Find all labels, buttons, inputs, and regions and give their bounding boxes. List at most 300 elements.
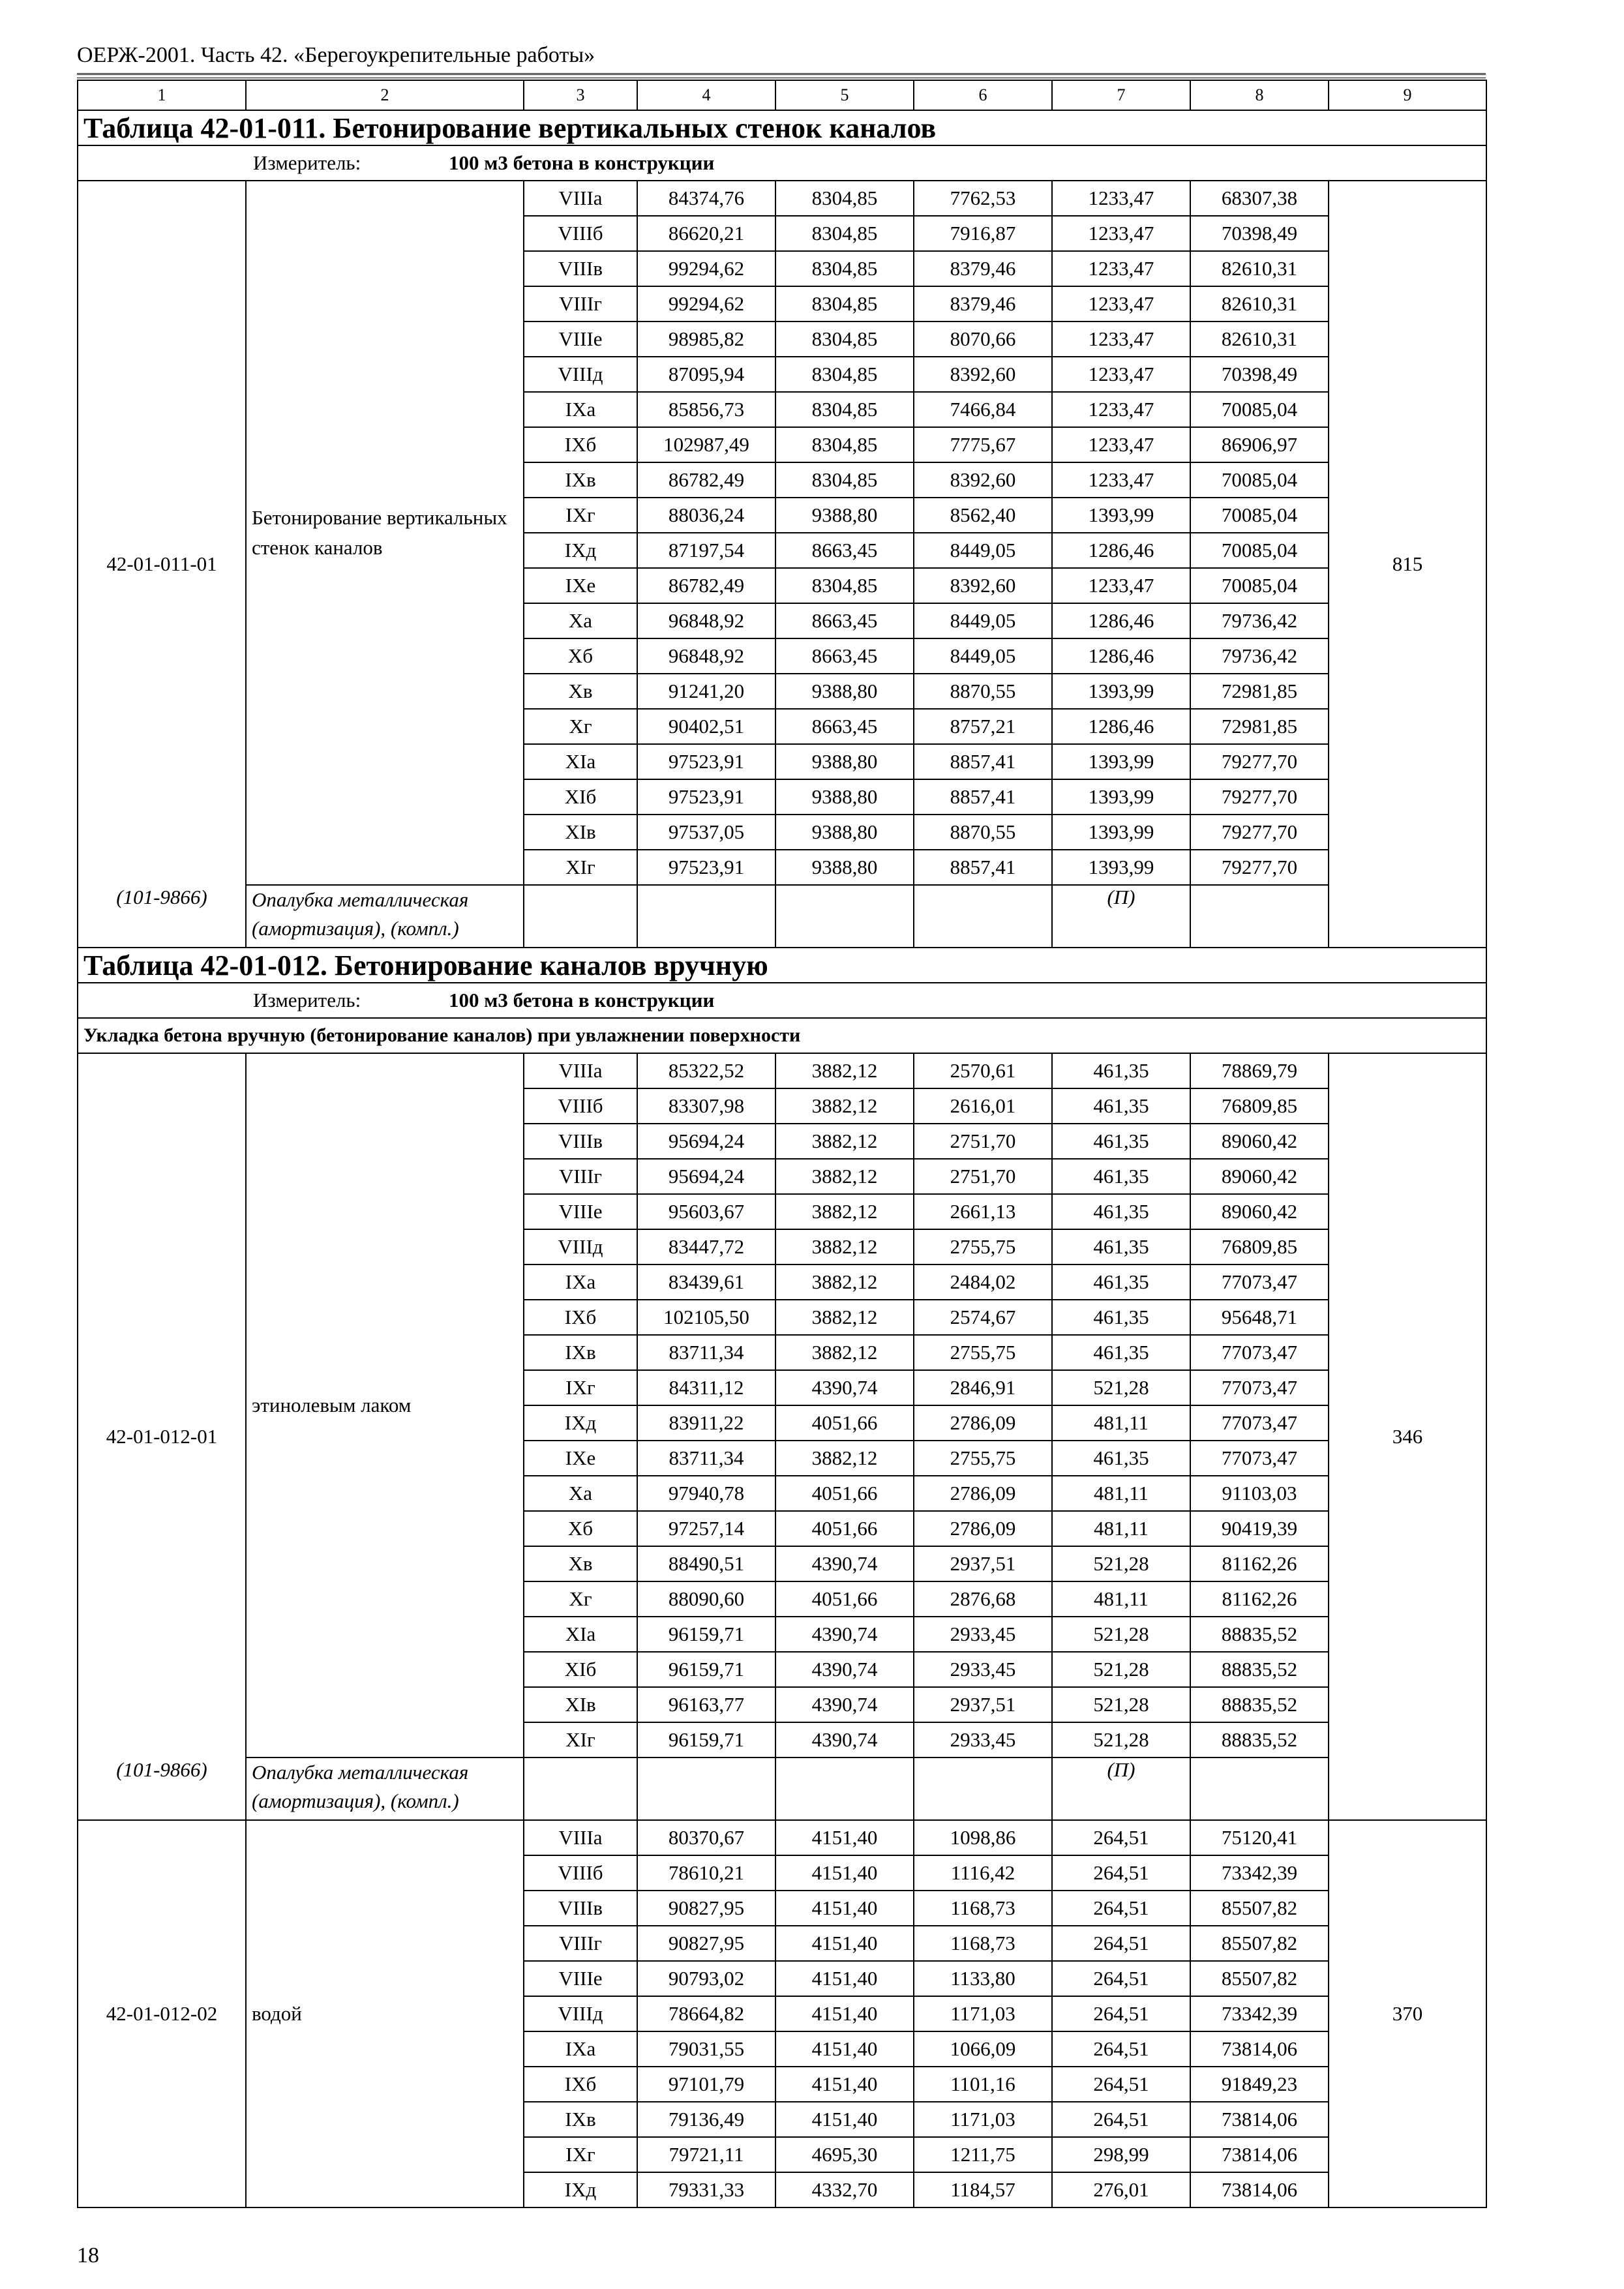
resource-value: (П) — [1052, 885, 1190, 948]
meter-row — [78, 145, 1486, 181]
value-cell: 84311,12 — [637, 1370, 775, 1405]
value-cell: 1098,86 — [914, 1820, 1052, 1855]
value-cell: 73814,06 — [1190, 2172, 1329, 2207]
resource-value: (П) — [1052, 1758, 1190, 1820]
meter-row — [78, 983, 1486, 1018]
value-cell: 2876,68 — [914, 1581, 1052, 1617]
value-cell: 521,28 — [1052, 1687, 1190, 1722]
subtitle-row — [78, 1018, 1486, 1053]
value-cell: 8449,05 — [914, 638, 1052, 674]
zone-cell: XIб — [524, 779, 637, 815]
value-cell: 1233,47 — [1052, 357, 1190, 392]
value-cell: 264,51 — [1052, 2067, 1190, 2102]
value-cell: 88835,52 — [1190, 1652, 1329, 1687]
value-cell: 97940,78 — [637, 1476, 775, 1511]
zone-cell: IXе — [524, 1441, 637, 1476]
value-cell: 4151,40 — [775, 1820, 914, 1855]
value-cell: 87095,94 — [637, 357, 775, 392]
value-cell: 102987,49 — [637, 427, 775, 462]
zone-cell: IXв — [524, 2102, 637, 2137]
value-cell: 461,35 — [1052, 1441, 1190, 1476]
value-cell: 2574,67 — [914, 1300, 1052, 1335]
value-cell: 461,35 — [1052, 1088, 1190, 1124]
value-cell: 521,28 — [1052, 1617, 1190, 1652]
zone-cell: Xг — [524, 709, 637, 744]
value-cell: 8449,05 — [914, 533, 1052, 568]
value-cell: 8870,55 — [914, 815, 1052, 850]
value-cell: 82610,31 — [1190, 251, 1329, 286]
value-cell: 95603,67 — [637, 1194, 775, 1229]
value-cell: 2786,09 — [914, 1511, 1052, 1546]
value-cell: 7466,84 — [914, 392, 1052, 427]
value-cell: 2661,13 — [914, 1194, 1052, 1229]
value-cell: 83439,61 — [637, 1264, 775, 1300]
value-cell: 70085,04 — [1190, 392, 1329, 427]
empty-cell — [637, 1758, 775, 1820]
meter-label: Измеритель: — [253, 989, 361, 1011]
value-cell: 8857,41 — [914, 744, 1052, 779]
zone-cell: IXб — [524, 1300, 637, 1335]
value-cell: 95648,71 — [1190, 1300, 1329, 1335]
table-row — [78, 1053, 1486, 1088]
value-cell: 8449,05 — [914, 603, 1052, 638]
column-number: 8 — [1190, 80, 1329, 110]
resource-row — [78, 1758, 1486, 1820]
value-cell: 3882,12 — [775, 1194, 914, 1229]
empty-cell — [524, 885, 637, 948]
value-cell: 72981,85 — [1190, 709, 1329, 744]
column-number: 2 — [246, 80, 524, 110]
zone-cell: IXг — [524, 1370, 637, 1405]
zone-cell: Xа — [524, 1476, 637, 1511]
col9-value: 815 — [1329, 181, 1486, 948]
value-cell: 68307,38 — [1190, 181, 1329, 216]
value-cell: 96848,92 — [637, 603, 775, 638]
table-subtitle: Укладка бетона вручную (бетонирование каналов) при увлажнении поверхности — [78, 1018, 1486, 1053]
zone-cell: Xв — [524, 674, 637, 709]
resource-row — [78, 885, 1486, 948]
value-cell: 91241,20 — [637, 674, 775, 709]
value-cell: 1233,47 — [1052, 427, 1190, 462]
value-cell: 461,35 — [1052, 1264, 1190, 1300]
zone-cell: XIб — [524, 1652, 637, 1687]
value-cell: 82610,31 — [1190, 322, 1329, 357]
value-cell: 1211,75 — [914, 2137, 1052, 2172]
value-cell: 77073,47 — [1190, 1441, 1329, 1476]
value-cell: 79331,33 — [637, 2172, 775, 2207]
value-cell: 2786,09 — [914, 1476, 1052, 1511]
value-cell: 79277,70 — [1190, 815, 1329, 850]
value-cell: 1233,47 — [1052, 216, 1190, 251]
zone-cell: VIIIа — [524, 1053, 637, 1088]
value-cell: 8304,85 — [775, 251, 914, 286]
value-cell: 521,28 — [1052, 1370, 1190, 1405]
zone-cell: IXг — [524, 498, 637, 533]
value-cell: 4051,66 — [775, 1405, 914, 1441]
resource-code: (101-9866) — [116, 1758, 207, 1781]
value-cell: 73342,39 — [1190, 1996, 1329, 2031]
zone-cell: Xа — [524, 603, 637, 638]
value-cell: 72981,85 — [1190, 674, 1329, 709]
empty-cell — [775, 885, 914, 948]
value-cell: 97523,91 — [637, 779, 775, 815]
rates-table — [77, 80, 1487, 2208]
value-cell: 4390,74 — [775, 1722, 914, 1758]
zone-cell: VIIIд — [524, 1996, 637, 2031]
value-cell: 1233,47 — [1052, 568, 1190, 603]
zone-cell: IXг — [524, 2137, 637, 2172]
value-cell: 8304,85 — [775, 392, 914, 427]
meter-value: 100 м3 бетона в конструкции — [449, 151, 715, 174]
value-cell: 78610,21 — [637, 1855, 775, 1891]
value-cell: 461,35 — [1052, 1194, 1190, 1229]
rate-code — [78, 181, 246, 948]
value-cell: 96159,71 — [637, 1652, 775, 1687]
meter-value: 100 м3 бетона в конструкции — [449, 989, 715, 1011]
value-cell: 70085,04 — [1190, 533, 1329, 568]
value-cell: 79277,70 — [1190, 779, 1329, 815]
zone-cell: VIIIг — [524, 1926, 637, 1961]
value-cell: 4390,74 — [775, 1687, 914, 1722]
value-cell: 1286,46 — [1052, 533, 1190, 568]
zone-cell: VIIIв — [524, 251, 637, 286]
empty-cell — [524, 1758, 637, 1820]
value-cell: 8663,45 — [775, 603, 914, 638]
zone-cell: Xб — [524, 1511, 637, 1546]
value-cell: 8663,45 — [775, 638, 914, 674]
zone-cell: XIв — [524, 815, 637, 850]
value-cell: 8392,60 — [914, 357, 1052, 392]
zone-cell: XIв — [524, 1687, 637, 1722]
value-cell: 4151,40 — [775, 2031, 914, 2067]
value-cell: 8304,85 — [775, 568, 914, 603]
value-cell: 89060,42 — [1190, 1194, 1329, 1229]
empty-cell — [914, 885, 1052, 948]
header-rule — [77, 73, 1486, 78]
zone-cell: XIа — [524, 1617, 637, 1652]
value-cell: 97537,05 — [637, 815, 775, 850]
value-cell: 8304,85 — [775, 462, 914, 498]
value-cell: 97523,91 — [637, 744, 775, 779]
value-cell: 8870,55 — [914, 674, 1052, 709]
zone-cell: VIIIв — [524, 1124, 637, 1159]
zone-cell: IXб — [524, 427, 637, 462]
value-cell: 1393,99 — [1052, 674, 1190, 709]
value-cell: 97523,91 — [637, 850, 775, 885]
value-cell: 77073,47 — [1190, 1264, 1329, 1300]
value-cell: 3882,12 — [775, 1124, 914, 1159]
zone-cell: VIIIв — [524, 1891, 637, 1926]
column-number-row — [78, 80, 1486, 110]
rate-code-text: 42-01-012-02 — [106, 2002, 218, 2025]
value-cell: 3882,12 — [775, 1229, 914, 1264]
value-cell: 3882,12 — [775, 1300, 914, 1335]
value-cell: 70398,49 — [1190, 357, 1329, 392]
empty-cell — [914, 1758, 1052, 1820]
work-description-text: Бетонирование вертикальных стенок каналов — [252, 506, 507, 559]
value-cell: 2937,51 — [914, 1687, 1052, 1722]
value-cell: 95694,24 — [637, 1124, 775, 1159]
value-cell: 81162,26 — [1190, 1581, 1329, 1617]
value-cell: 2755,75 — [914, 1229, 1052, 1264]
zone-cell: VIIIб — [524, 1088, 637, 1124]
value-cell: 461,35 — [1052, 1159, 1190, 1194]
value-cell: 2786,09 — [914, 1405, 1052, 1441]
zone-cell: VIIIд — [524, 1229, 637, 1264]
value-cell: 1171,03 — [914, 1996, 1052, 2031]
work-description — [246, 1820, 524, 2207]
value-cell: 102105,50 — [637, 1300, 775, 1335]
zone-cell: IXд — [524, 1405, 637, 1441]
value-cell: 85507,82 — [1190, 1961, 1329, 1996]
value-cell: 8304,85 — [775, 322, 914, 357]
value-cell: 83911,22 — [637, 1405, 775, 1441]
value-cell: 79721,11 — [637, 2137, 775, 2172]
value-cell: 9388,80 — [775, 744, 914, 779]
value-cell: 2846,91 — [914, 1370, 1052, 1405]
value-cell: 77073,47 — [1190, 1405, 1329, 1441]
value-cell: 2755,75 — [914, 1441, 1052, 1476]
value-cell: 9388,80 — [775, 815, 914, 850]
value-cell: 4051,66 — [775, 1476, 914, 1511]
value-cell: 298,99 — [1052, 2137, 1190, 2172]
value-cell: 2933,45 — [914, 1617, 1052, 1652]
value-cell: 76809,85 — [1190, 1088, 1329, 1124]
value-cell: 8757,21 — [914, 709, 1052, 744]
col9-value: 370 — [1329, 1820, 1486, 2207]
value-cell: 1168,73 — [914, 1926, 1052, 1961]
value-cell: 8304,85 — [775, 216, 914, 251]
zone-cell: IXб — [524, 2067, 637, 2102]
value-cell: 75120,41 — [1190, 1820, 1329, 1855]
value-cell: 3882,12 — [775, 1441, 914, 1476]
value-cell: 461,35 — [1052, 1335, 1190, 1370]
value-cell: 4051,66 — [775, 1581, 914, 1617]
zone-cell: VIIIе — [524, 1194, 637, 1229]
value-cell: 4151,40 — [775, 1855, 914, 1891]
value-cell: 8304,85 — [775, 357, 914, 392]
meter — [78, 145, 1486, 181]
value-cell: 9388,80 — [775, 674, 914, 709]
value-cell: 1393,99 — [1052, 815, 1190, 850]
value-cell: 1233,47 — [1052, 286, 1190, 322]
value-cell: 8070,66 — [914, 322, 1052, 357]
value-cell: 1286,46 — [1052, 709, 1190, 744]
value-cell: 82610,31 — [1190, 286, 1329, 322]
value-cell: 8663,45 — [775, 533, 914, 568]
table-title: Таблица 42-01-011. Бетонирование вертикальных стенок каналов — [78, 110, 1486, 145]
resource-code: (101-9866) — [116, 886, 207, 908]
column-number: 3 — [524, 80, 637, 110]
zone-cell: XIа — [524, 744, 637, 779]
value-cell: 7775,67 — [914, 427, 1052, 462]
value-cell: 86782,49 — [637, 462, 775, 498]
value-cell: 9388,80 — [775, 779, 914, 815]
page-number: 18 — [77, 2243, 99, 2267]
page-header: ОЕРЖ-2001. Часть 42. «Берегоукрепительные работы» — [77, 43, 595, 67]
column-number: 5 — [775, 80, 914, 110]
value-cell: 1233,47 — [1052, 181, 1190, 216]
value-cell: 1133,80 — [914, 1961, 1052, 1996]
value-cell: 7762,53 — [914, 181, 1052, 216]
value-cell: 8304,85 — [775, 427, 914, 462]
value-cell: 1393,99 — [1052, 779, 1190, 815]
table-row — [78, 1820, 1486, 1855]
value-cell: 461,35 — [1052, 1053, 1190, 1088]
value-cell: 2484,02 — [914, 1264, 1052, 1300]
resource-name-line: Опалубка металлическая — [252, 1761, 469, 1784]
value-cell: 70085,04 — [1190, 498, 1329, 533]
resource-name-line: Опалубка металлическая — [252, 888, 469, 911]
zone-cell: IXд — [524, 533, 637, 568]
table-title-row — [78, 110, 1486, 145]
value-cell: 9388,80 — [775, 498, 914, 533]
zone-cell: VIIIг — [524, 1159, 637, 1194]
value-cell: 1101,16 — [914, 2067, 1052, 2102]
value-cell: 8304,85 — [775, 181, 914, 216]
value-cell: 83711,34 — [637, 1335, 775, 1370]
zone-cell: IXа — [524, 2031, 637, 2067]
value-cell: 1393,99 — [1052, 498, 1190, 533]
value-cell: 481,11 — [1052, 1405, 1190, 1441]
value-cell: 1286,46 — [1052, 638, 1190, 674]
value-cell: 461,35 — [1052, 1124, 1190, 1159]
value-cell: 264,51 — [1052, 1820, 1190, 1855]
value-cell: 2751,70 — [914, 1159, 1052, 1194]
value-cell: 521,28 — [1052, 1722, 1190, 1758]
value-cell: 83711,34 — [637, 1441, 775, 1476]
value-cell: 88835,52 — [1190, 1687, 1329, 1722]
value-cell: 2751,70 — [914, 1124, 1052, 1159]
zone-cell: Xг — [524, 1581, 637, 1617]
zone-cell: IXв — [524, 1335, 637, 1370]
value-cell: 86782,49 — [637, 568, 775, 603]
value-cell: 461,35 — [1052, 1300, 1190, 1335]
work-description-text: водой — [252, 2002, 302, 2025]
value-cell: 86906,97 — [1190, 427, 1329, 462]
value-cell: 79136,49 — [637, 2102, 775, 2137]
value-cell: 88835,52 — [1190, 1722, 1329, 1758]
value-cell: 264,51 — [1052, 2102, 1190, 2137]
value-cell: 70085,04 — [1190, 462, 1329, 498]
value-cell: 70085,04 — [1190, 568, 1329, 603]
value-cell: 79277,70 — [1190, 850, 1329, 885]
value-cell: 77073,47 — [1190, 1335, 1329, 1370]
value-cell: 8392,60 — [914, 462, 1052, 498]
value-cell: 89060,42 — [1190, 1124, 1329, 1159]
value-cell: 90419,39 — [1190, 1511, 1329, 1546]
value-cell: 79736,42 — [1190, 638, 1329, 674]
column-number: 1 — [78, 80, 246, 110]
value-cell: 73814,06 — [1190, 2102, 1329, 2137]
value-cell: 78869,79 — [1190, 1053, 1329, 1088]
value-cell: 2937,51 — [914, 1546, 1052, 1581]
value-cell: 96163,77 — [637, 1687, 775, 1722]
value-cell: 4390,74 — [775, 1370, 914, 1405]
value-cell: 2933,45 — [914, 1722, 1052, 1758]
resource-name-line: (амортизация), (компл.) — [252, 1789, 459, 1812]
value-cell: 264,51 — [1052, 2031, 1190, 2067]
value-cell: 85507,82 — [1190, 1891, 1329, 1926]
work-description — [246, 1053, 524, 1758]
value-cell: 276,01 — [1052, 2172, 1190, 2207]
zone-cell: VIIIа — [524, 1820, 637, 1855]
value-cell: 1393,99 — [1052, 850, 1190, 885]
value-cell: 4390,74 — [775, 1652, 914, 1687]
value-cell: 88835,52 — [1190, 1617, 1329, 1652]
value-cell: 87197,54 — [637, 533, 775, 568]
value-cell: 264,51 — [1052, 1996, 1190, 2031]
rate-code — [78, 1820, 246, 2207]
value-cell: 73814,06 — [1190, 2137, 1329, 2172]
value-cell: 85322,52 — [637, 1053, 775, 1088]
resource-name-line: (амортизация), (компл.) — [252, 917, 459, 940]
table-title: Таблица 42-01-012. Бетонирование каналов вручную — [78, 948, 1486, 983]
value-cell: 4151,40 — [775, 1926, 914, 1961]
value-cell: 88090,60 — [637, 1581, 775, 1617]
column-number: 7 — [1052, 80, 1190, 110]
value-cell: 1286,46 — [1052, 603, 1190, 638]
value-cell: 8857,41 — [914, 779, 1052, 815]
value-cell: 96159,71 — [637, 1617, 775, 1652]
value-cell: 86620,21 — [637, 216, 775, 251]
value-cell: 97257,14 — [637, 1511, 775, 1546]
value-cell: 2755,75 — [914, 1335, 1052, 1370]
value-cell: 8379,46 — [914, 251, 1052, 286]
value-cell: 4390,74 — [775, 1546, 914, 1581]
value-cell: 90827,95 — [637, 1891, 775, 1926]
value-cell: 2570,61 — [914, 1053, 1052, 1088]
value-cell: 79031,55 — [637, 2031, 775, 2067]
value-cell: 3882,12 — [775, 1053, 914, 1088]
work-description — [246, 181, 524, 885]
column-number: 6 — [914, 80, 1052, 110]
table-title-row — [78, 948, 1486, 983]
value-cell: 481,11 — [1052, 1476, 1190, 1511]
col9-value: 346 — [1329, 1053, 1486, 1820]
value-cell: 1184,57 — [914, 2172, 1052, 2207]
value-cell: 264,51 — [1052, 1891, 1190, 1926]
value-cell: 264,51 — [1052, 1926, 1190, 1961]
value-cell: 7916,87 — [914, 216, 1052, 251]
value-cell: 4151,40 — [775, 1961, 914, 1996]
value-cell: 3882,12 — [775, 1335, 914, 1370]
value-cell: 90793,02 — [637, 1961, 775, 1996]
value-cell: 4151,40 — [775, 2102, 914, 2137]
value-cell: 83307,98 — [637, 1088, 775, 1124]
value-cell: 481,11 — [1052, 1511, 1190, 1546]
value-cell: 88490,51 — [637, 1546, 775, 1581]
value-cell: 1233,47 — [1052, 251, 1190, 286]
value-cell: 73814,06 — [1190, 2031, 1329, 2067]
zone-cell: Xб — [524, 638, 637, 674]
value-cell: 3882,12 — [775, 1159, 914, 1194]
value-cell: 78664,82 — [637, 1996, 775, 2031]
value-cell: 80370,67 — [637, 1820, 775, 1855]
value-cell: 9388,80 — [775, 850, 914, 885]
value-cell: 8857,41 — [914, 850, 1052, 885]
resource-name — [246, 1758, 524, 1820]
value-cell: 8304,85 — [775, 286, 914, 322]
work-description-text: этинолевым лаком — [252, 1394, 412, 1416]
value-cell: 461,35 — [1052, 1229, 1190, 1264]
value-cell: 79277,70 — [1190, 744, 1329, 779]
zone-cell: IXв — [524, 462, 637, 498]
value-cell: 4390,74 — [775, 1617, 914, 1652]
value-cell: 99294,62 — [637, 286, 775, 322]
table-row — [78, 181, 1486, 216]
value-cell: 264,51 — [1052, 1855, 1190, 1891]
